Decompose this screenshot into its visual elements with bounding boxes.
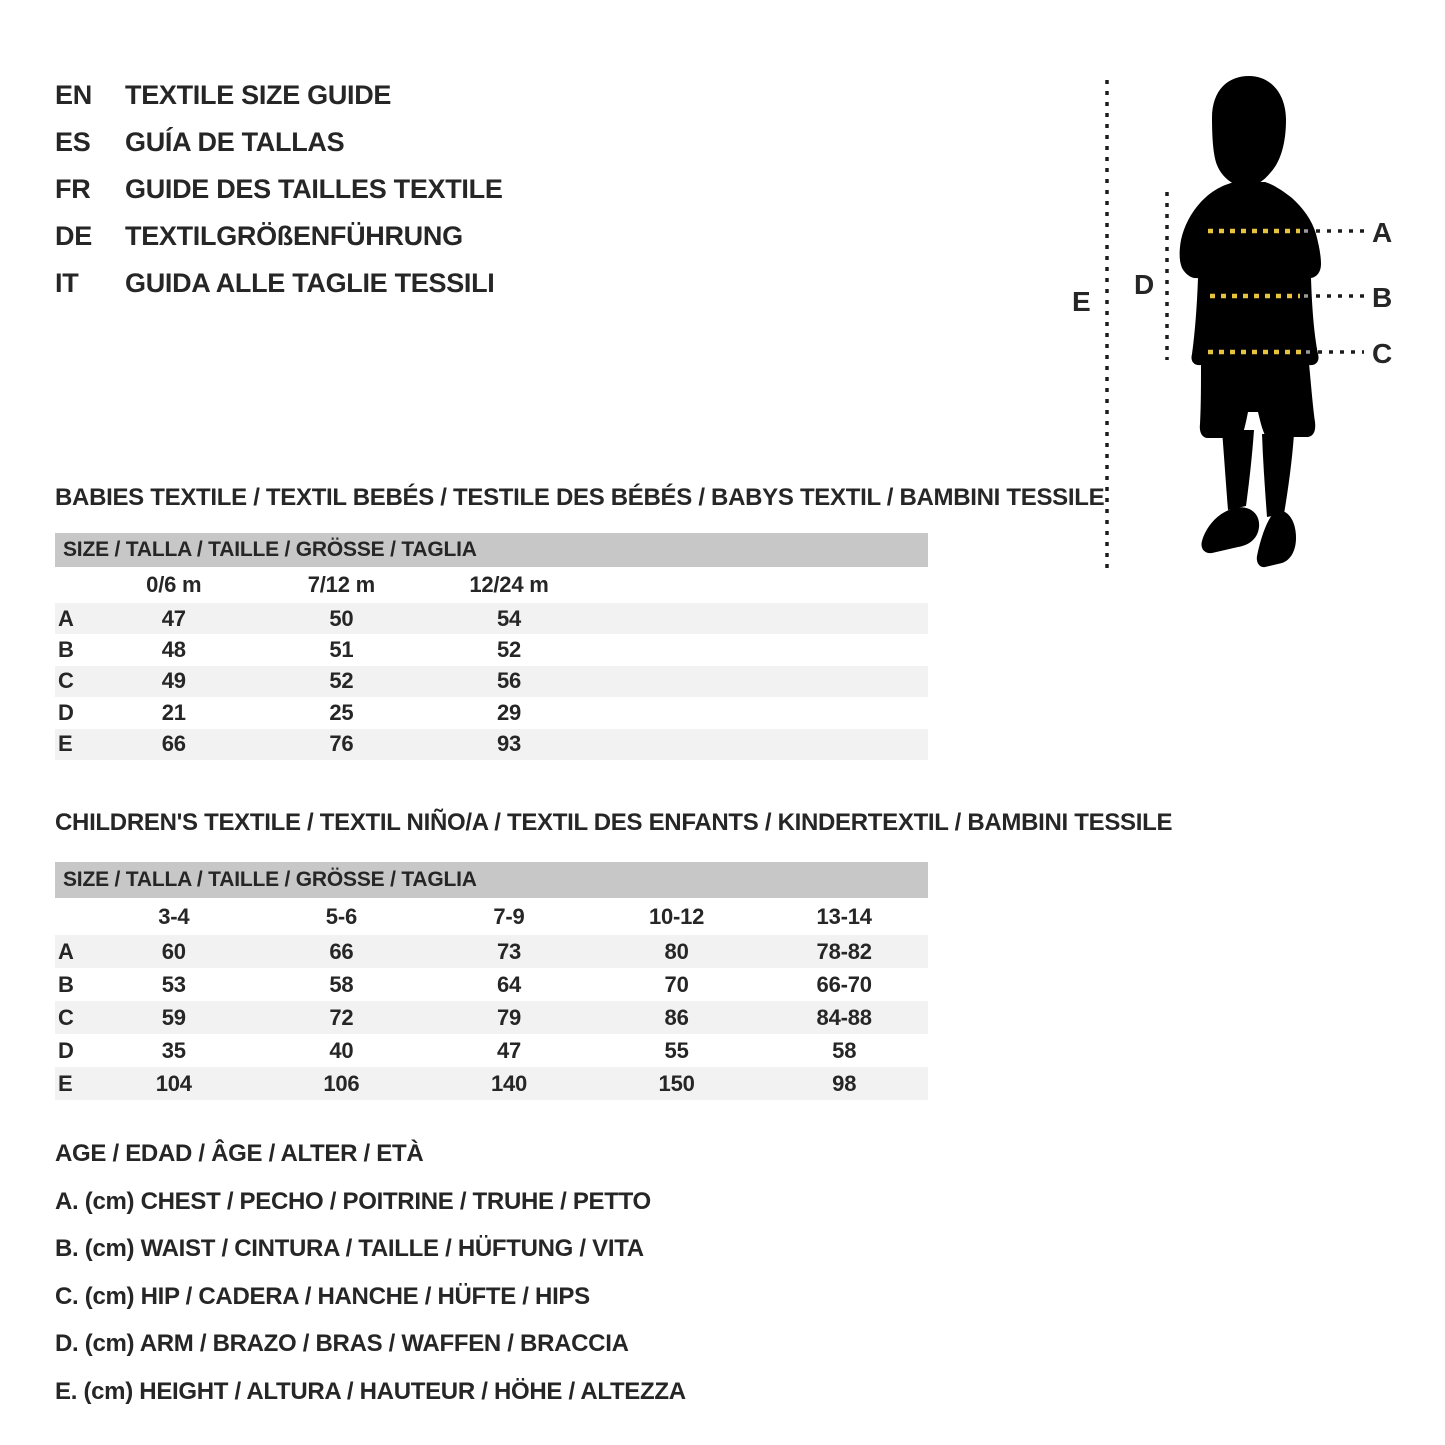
legend-line-hip: C. (cm) HIP / CADERA / HANCHE / HÜFTE / HIPS bbox=[55, 1282, 590, 1310]
babies-column-header-row bbox=[55, 567, 928, 603]
row-label: B bbox=[58, 971, 74, 997]
row-label: C bbox=[58, 668, 74, 694]
cell: 58 bbox=[329, 971, 354, 997]
cell: 52 bbox=[329, 668, 354, 694]
cell: 51 bbox=[329, 637, 354, 663]
row-label: A bbox=[58, 605, 74, 631]
childrens-section-title: CHILDREN'S TEXTILE / TEXTIL NIÑO/A / TEXTIL DES ENFANTS / KINDERTEXTIL / BAMBINI TESSILE bbox=[55, 809, 1173, 836]
cell: 106 bbox=[323, 1070, 360, 1096]
lang-row-de bbox=[55, 213, 503, 260]
column-header: 10-12 bbox=[648, 903, 705, 929]
lang-code: DE bbox=[55, 221, 92, 251]
childrens-size-header-bar: SIZE / TALLA / TAILLE / GRÖSSE / TAGLIA bbox=[55, 862, 928, 898]
cell: 55 bbox=[664, 1037, 689, 1063]
cell: 73 bbox=[496, 938, 522, 964]
lang-title: GUIDE DES TAILLES TEXTILE bbox=[125, 174, 503, 204]
lang-code: FR bbox=[55, 174, 91, 204]
cell: 40 bbox=[329, 1037, 354, 1063]
legend-line-arm: D. (cm) ARM / BRAZO / BRAS / WAFFEN / BRACCIA bbox=[55, 1330, 629, 1357]
childrens-column-header-row bbox=[55, 898, 928, 935]
column-header: 5-6 bbox=[325, 903, 357, 929]
lang-code: IT bbox=[55, 268, 79, 298]
cell: 104 bbox=[155, 1070, 192, 1096]
cell: 98 bbox=[832, 1070, 857, 1096]
table-row bbox=[55, 634, 928, 665]
table-row bbox=[55, 1001, 928, 1034]
cell: 60 bbox=[161, 938, 186, 964]
row-label: E bbox=[58, 731, 73, 757]
language-title-list bbox=[55, 72, 503, 307]
cell: 59 bbox=[161, 1004, 186, 1030]
cell: 70 bbox=[664, 971, 689, 997]
cell: 66 bbox=[329, 938, 354, 964]
row-label: D bbox=[58, 1037, 74, 1063]
cell: 76 bbox=[329, 731, 354, 757]
cell: 52 bbox=[496, 637, 522, 663]
cell: 25 bbox=[329, 699, 354, 725]
cell: 64 bbox=[496, 971, 522, 997]
row-label: B bbox=[58, 637, 74, 663]
cell: 56 bbox=[496, 668, 522, 694]
cell: 150 bbox=[658, 1070, 695, 1096]
child-silhouette bbox=[1180, 76, 1321, 567]
cell: 66 bbox=[161, 731, 186, 757]
cell: 86 bbox=[664, 1004, 689, 1030]
lang-title: TEXTILGRÖßENFÜHRUNG bbox=[125, 221, 463, 251]
row-label: A bbox=[58, 938, 74, 964]
cell: 66-70 bbox=[816, 971, 872, 997]
babies-section-title: BABIES TEXTILE / TEXTIL BEBÉS / TESTILE DES BÉBÉS / BABYS TEXTIL / BAMBINI TESSILE bbox=[55, 484, 1105, 511]
row-label: D bbox=[58, 699, 74, 725]
cell: 35 bbox=[161, 1037, 186, 1063]
cell: 78-82 bbox=[816, 938, 872, 964]
lang-code: EN bbox=[55, 80, 92, 110]
cell: 84-88 bbox=[816, 1004, 872, 1030]
cell: 80 bbox=[664, 938, 689, 964]
measurement-legend bbox=[55, 1130, 686, 1415]
lang-title: GUIDA ALLE TAGLIE TESSILI bbox=[125, 268, 495, 298]
cell: 21 bbox=[161, 699, 186, 725]
lang-row-es bbox=[55, 119, 503, 166]
cell: 47 bbox=[496, 1037, 522, 1063]
row-label: E bbox=[58, 1070, 73, 1096]
table-row bbox=[55, 697, 928, 728]
measure-label-e: E bbox=[1072, 286, 1091, 317]
cell: 72 bbox=[329, 1004, 354, 1030]
cell: 79 bbox=[496, 1004, 522, 1030]
table-row bbox=[55, 968, 928, 1001]
child-silhouette-figure bbox=[1060, 70, 1410, 590]
column-header: 7/12 m bbox=[307, 572, 376, 597]
cell: 48 bbox=[161, 637, 186, 663]
cell: 47 bbox=[161, 605, 186, 631]
cell: 54 bbox=[496, 605, 522, 631]
lang-row-en bbox=[55, 72, 503, 119]
column-header: 13-14 bbox=[816, 903, 872, 929]
lang-row-fr bbox=[55, 166, 503, 213]
table-row bbox=[55, 935, 928, 968]
measure-label-b: B bbox=[1372, 282, 1393, 313]
cell: 58 bbox=[832, 1037, 857, 1063]
table-row bbox=[55, 603, 928, 634]
table-row bbox=[55, 666, 928, 697]
column-header: 3-4 bbox=[158, 903, 190, 929]
table-row bbox=[55, 1034, 928, 1067]
cell: 29 bbox=[496, 699, 522, 725]
childrens-size-table bbox=[55, 862, 928, 1100]
measure-label-d: D bbox=[1134, 269, 1155, 300]
babies-size-table bbox=[55, 533, 928, 760]
legend-line-waist: B. (cm) WAIST / CINTURA / TAILLE / HÜFTUNG / VITA bbox=[55, 1235, 644, 1262]
measure-label-c: C bbox=[1372, 338, 1393, 369]
lang-row-it bbox=[55, 260, 503, 307]
babies-size-header-bar: SIZE / TALLA / TAILLE / GRÖSSE / TAGLIA bbox=[55, 533, 928, 567]
cell: 50 bbox=[329, 605, 354, 631]
table-row bbox=[55, 1067, 928, 1100]
lang-code: ES bbox=[55, 127, 91, 157]
cell: 53 bbox=[161, 971, 186, 997]
column-header: 12/24 m bbox=[469, 572, 549, 597]
column-header: 0/6 m bbox=[146, 572, 202, 597]
column-header: 7-9 bbox=[493, 903, 525, 929]
cell: 93 bbox=[496, 731, 522, 757]
lang-title: GUÍA DE TALLAS bbox=[125, 127, 345, 157]
table-row bbox=[55, 729, 928, 760]
row-label: C bbox=[58, 1004, 74, 1030]
lang-title: TEXTILE SIZE GUIDE bbox=[125, 80, 392, 110]
cell: 49 bbox=[161, 668, 186, 694]
cell: 140 bbox=[490, 1070, 528, 1096]
legend-line-age: AGE / EDAD / ÂGE / ALTER / ETÀ bbox=[55, 1140, 424, 1167]
legend-line-height: E. (cm) HEIGHT / ALTURA / HAUTEUR / HÖHE / ALTEZZA bbox=[55, 1377, 686, 1405]
legend-line-chest: A. (cm) CHEST / PECHO / POITRINE / TRUHE / PETTO bbox=[55, 1187, 651, 1215]
measure-label-a: A bbox=[1372, 217, 1393, 248]
